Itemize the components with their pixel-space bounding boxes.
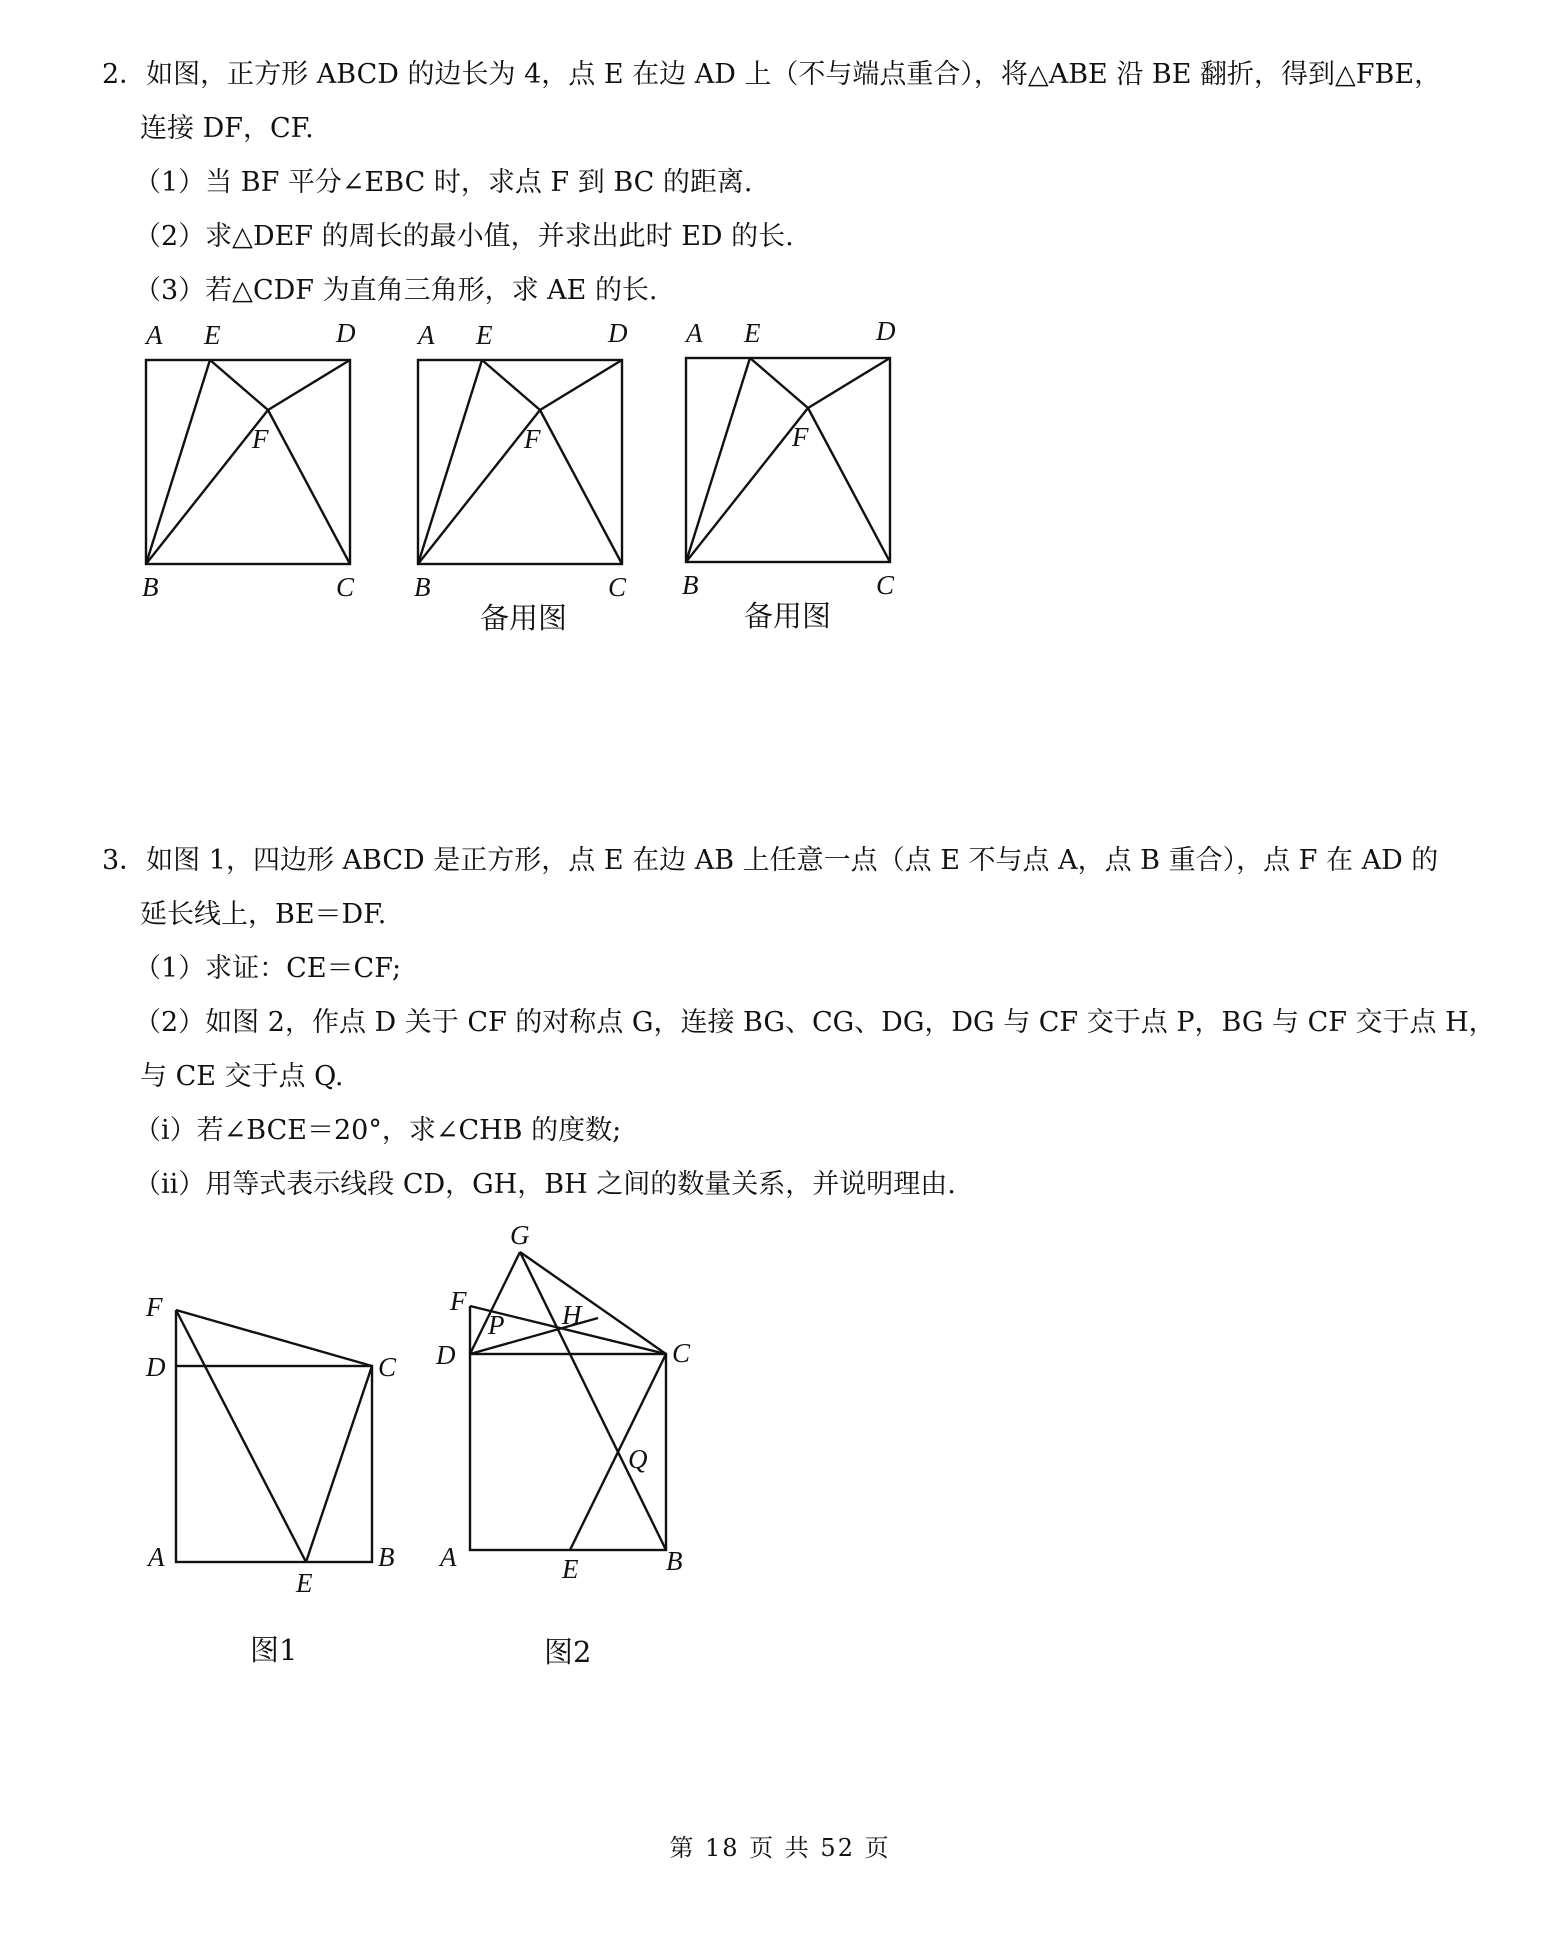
q3-caption-fig2: 图2 <box>544 1635 592 1669</box>
q3-statement-line2: 延长线上，BE＝DF. <box>140 899 387 930</box>
q2-fig3-label-C: C <box>876 570 895 600</box>
q2-fig3-label-A: A <box>686 318 703 348</box>
q3-fig1-label-D: D <box>146 1352 166 1382</box>
q2-fig3-label-D: D <box>876 316 896 346</box>
q2-fig1-label-D: D <box>336 318 356 348</box>
q2-subquestion-1: （1）当 BF 平分∠EBC 时，求点 F 到 BC 的距离. <box>134 167 753 198</box>
q3-fig2-label-B: B <box>666 1546 683 1576</box>
page-footer: 第 18 页 共 52 页 <box>669 1834 891 1862</box>
q2-fig2-label-B: B <box>414 572 431 602</box>
q2-fig3-label-B: B <box>682 570 699 600</box>
q3-subquestion-1: （1）求证：CE＝CF; <box>134 953 402 984</box>
q3-fig2-label-F: F <box>450 1286 467 1316</box>
q3-fig2-label-D: D <box>436 1340 456 1370</box>
q2-fig1-label-C: C <box>336 572 355 602</box>
q3-figure-2 <box>430 1222 720 1602</box>
q2-fig3-label-F: F <box>792 422 809 452</box>
q3-fig1-label-A: A <box>148 1542 165 1572</box>
q3-fig1-label-F: F <box>146 1292 163 1322</box>
q3-fig1-label-C: C <box>378 1352 397 1382</box>
q2-fig2-label-A: A <box>418 320 435 350</box>
q2-statement-line1: 2．如图，正方形 ABCD 的边长为 4，点 E 在边 AD 上（不与端点重合），将△ABE 沿 BE 翻折，得到△FBE， <box>102 59 1442 90</box>
q2-subquestion-3: （3）若△CDF 为直角三角形，求 AE 的长. <box>134 275 658 306</box>
q2-fig1-label-A: A <box>146 320 163 350</box>
q3-subquestion-2-ii: （ⅱ）用等式表示线段 CD，GH，BH 之间的数量关系，并说明理由. <box>134 1169 956 1200</box>
q3-figure-1 <box>130 1270 420 1600</box>
q2-figure-backup-1 <box>382 320 662 610</box>
q3-fig2-label-G: G <box>510 1220 530 1250</box>
q2-fig2-label-C: C <box>608 572 627 602</box>
q3-subquestion-2-line1: （2）如图 2，作点 D 关于 CF 的对称点 G，连接 BG、CG、DG，DG 与 CF 交于点 P，BG 与 CF 交于点 H， <box>134 1007 1496 1038</box>
q2-fig2-label-D: D <box>608 318 628 348</box>
q2-fig1-label-B: B <box>142 572 159 602</box>
q3-fig2-label-E: E <box>562 1554 579 1584</box>
q2-subquestion-2: （2）求△DEF 的周长的最小值，并求出此时 ED 的长. <box>134 221 794 252</box>
q2-caption-backup-2: 备用图 <box>744 599 832 633</box>
q2-figure-backup-2 <box>650 318 930 608</box>
q3-fig2-label-H: H <box>562 1300 582 1330</box>
q3-statement-line1: 3．如图 1，四边形 ABCD 是正方形，点 E 在边 AB 上任意一点（点 E 不与点 A，点 B 重合），点 F 在 AD 的 <box>102 845 1439 876</box>
q3-fig2-label-A: A <box>440 1542 457 1572</box>
q2-fig2-label-E: E <box>476 320 493 350</box>
q2-fig1-label-E: E <box>204 320 221 350</box>
q2-fig2-label-F: F <box>524 424 541 454</box>
q3-fig2-label-P: P <box>488 1310 505 1340</box>
q2-fig1-label-F: F <box>252 424 269 454</box>
q2-figure-main <box>110 320 390 610</box>
q2-statement-line2: 连接 DF，CF. <box>140 113 314 144</box>
q3-caption-fig1: 图1 <box>250 1633 298 1667</box>
q3-fig1-label-B: B <box>378 1542 395 1572</box>
q2-fig3-label-E: E <box>744 318 761 348</box>
q3-fig2-label-C: C <box>672 1338 691 1368</box>
q3-fig1-label-E: E <box>296 1568 313 1598</box>
q3-subquestion-2-line2: 与 CE 交于点 Q. <box>140 1061 344 1092</box>
q2-caption-backup-1: 备用图 <box>480 601 568 635</box>
q3-fig2-label-Q: Q <box>628 1444 648 1474</box>
q3-subquestion-2-i: （ⅰ）若∠BCE＝20°，求∠CHB 的度数; <box>134 1115 622 1146</box>
